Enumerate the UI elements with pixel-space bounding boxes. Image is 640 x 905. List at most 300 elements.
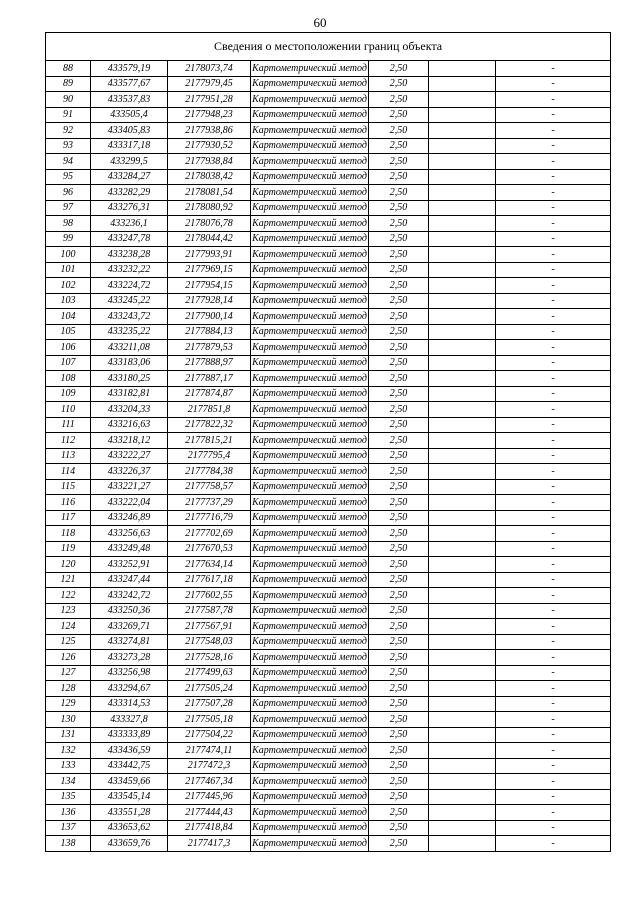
cell-method: Картометрический метод <box>251 448 369 464</box>
cell-coord-x: 433505,4 <box>91 107 168 123</box>
table-row <box>46 619 611 635</box>
table-row <box>46 479 611 495</box>
table-row <box>46 433 611 449</box>
cell-point-number: 118 <box>46 526 91 542</box>
cell-note: - <box>496 340 611 356</box>
cell-coord-x: 433327,8 <box>91 712 168 728</box>
cell-coord-x: 433459,66 <box>91 774 168 790</box>
cell-coord-x: 433247,78 <box>91 231 168 247</box>
cell-point-number: 133 <box>46 758 91 774</box>
cell-note: - <box>496 448 611 464</box>
cell-method: Картометрический метод <box>251 355 369 371</box>
cell-point-number: 131 <box>46 727 91 743</box>
cell-coord-y: 2177879,53 <box>168 340 251 356</box>
table-row <box>46 789 611 805</box>
cell-point-number: 121 <box>46 572 91 588</box>
cell-coord-x: 433294,67 <box>91 681 168 697</box>
cell-point-number: 138 <box>46 836 91 852</box>
cell-description <box>429 309 496 325</box>
cell-method: Картометрический метод <box>251 371 369 387</box>
table-row <box>46 76 611 92</box>
cell-coord-x: 433221,27 <box>91 479 168 495</box>
cell-coord-y: 2177815,21 <box>168 433 251 449</box>
cell-method: Картометрический метод <box>251 293 369 309</box>
cell-note: - <box>496 603 611 619</box>
cell-description <box>429 774 496 790</box>
cell-description <box>429 510 496 526</box>
cell-method: Картометрический метод <box>251 650 369 666</box>
cell-description <box>429 107 496 123</box>
cell-accuracy: 2,50 <box>369 185 429 201</box>
cell-coord-x: 433246,89 <box>91 510 168 526</box>
table-row <box>46 712 611 728</box>
cell-note: - <box>496 169 611 185</box>
cell-coord-x: 433274,81 <box>91 634 168 650</box>
cell-accuracy: 2,50 <box>369 340 429 356</box>
cell-description <box>429 650 496 666</box>
cell-coord-y: 2177670,53 <box>168 541 251 557</box>
cell-description <box>429 433 496 449</box>
cell-coord-x: 433218,12 <box>91 433 168 449</box>
cell-point-number: 104 <box>46 309 91 325</box>
cell-note: - <box>496 433 611 449</box>
cell-description <box>429 76 496 92</box>
cell-point-number: 122 <box>46 588 91 604</box>
table-row <box>46 681 611 697</box>
cell-accuracy: 2,50 <box>369 293 429 309</box>
cell-accuracy: 2,50 <box>369 247 429 263</box>
cell-note: - <box>496 650 611 666</box>
cell-coord-y: 2177822,32 <box>168 417 251 433</box>
cell-accuracy: 2,50 <box>369 262 429 278</box>
cell-point-number: 98 <box>46 216 91 232</box>
cell-coord-y: 2177928,14 <box>168 293 251 309</box>
cell-description <box>429 185 496 201</box>
cell-note: - <box>496 820 611 836</box>
cell-description <box>429 526 496 542</box>
cell-method: Картометрический метод <box>251 185 369 201</box>
cell-accuracy: 2,50 <box>369 448 429 464</box>
cell-coord-x: 433256,98 <box>91 665 168 681</box>
cell-accuracy: 2,50 <box>369 603 429 619</box>
cell-method: Картометрический метод <box>251 309 369 325</box>
cell-accuracy: 2,50 <box>369 634 429 650</box>
cell-coord-y: 2177737,29 <box>168 495 251 511</box>
cell-note: - <box>496 836 611 852</box>
cell-method: Картометрический метод <box>251 433 369 449</box>
cell-point-number: 127 <box>46 665 91 681</box>
cell-note: - <box>496 681 611 697</box>
cell-point-number: 89 <box>46 76 91 92</box>
table-row <box>46 371 611 387</box>
cell-coord-x: 433405,83 <box>91 123 168 139</box>
cell-accuracy: 2,50 <box>369 154 429 170</box>
cell-note: - <box>496 696 611 712</box>
cell-method: Картометрический метод <box>251 340 369 356</box>
cell-coord-y: 2177445,96 <box>168 789 251 805</box>
cell-point-number: 107 <box>46 355 91 371</box>
cell-accuracy: 2,50 <box>369 433 429 449</box>
cell-description <box>429 789 496 805</box>
cell-note: - <box>496 107 611 123</box>
cell-description <box>429 154 496 170</box>
cell-method: Картометрический метод <box>251 231 369 247</box>
table-caption: Сведения о местоположении границ объекта <box>46 33 611 61</box>
cell-note: - <box>496 727 611 743</box>
cell-coord-x: 433653,62 <box>91 820 168 836</box>
cell-coord-x: 433317,18 <box>91 138 168 154</box>
cell-method: Картометрический метод <box>251 247 369 263</box>
cell-accuracy: 2,50 <box>369 727 429 743</box>
cell-note: - <box>496 216 611 232</box>
cell-note: - <box>496 61 611 77</box>
cell-point-number: 124 <box>46 619 91 635</box>
cell-point-number: 95 <box>46 169 91 185</box>
cell-point-number: 117 <box>46 510 91 526</box>
cell-method: Картометрический метод <box>251 138 369 154</box>
cell-accuracy: 2,50 <box>369 216 429 232</box>
cell-note: - <box>496 293 611 309</box>
cell-note: - <box>496 262 611 278</box>
cell-note: - <box>496 541 611 557</box>
cell-description <box>429 278 496 294</box>
table-row <box>46 727 611 743</box>
cell-coord-y: 2177467,34 <box>168 774 251 790</box>
cell-description <box>429 371 496 387</box>
table-row <box>46 743 611 759</box>
cell-coord-x: 433314,53 <box>91 696 168 712</box>
cell-coord-x: 433659,76 <box>91 836 168 852</box>
cell-point-number: 103 <box>46 293 91 309</box>
cell-description <box>429 665 496 681</box>
cell-coord-x: 433182,81 <box>91 386 168 402</box>
cell-coord-x: 433545,14 <box>91 789 168 805</box>
cell-note: - <box>496 278 611 294</box>
cell-coord-x: 433299,5 <box>91 154 168 170</box>
cell-description <box>429 634 496 650</box>
cell-note: - <box>496 743 611 759</box>
cell-coord-y: 2177874,87 <box>168 386 251 402</box>
table-row <box>46 758 611 774</box>
cell-description <box>429 200 496 216</box>
cell-method: Картометрический метод <box>251 696 369 712</box>
cell-description <box>429 138 496 154</box>
cell-note: - <box>496 805 611 821</box>
cell-method: Картометрический метод <box>251 324 369 340</box>
cell-note: - <box>496 526 611 542</box>
cell-coord-y: 2177851,8 <box>168 402 251 418</box>
cell-point-number: 136 <box>46 805 91 821</box>
cell-method: Картометрический метод <box>251 200 369 216</box>
cell-accuracy: 2,50 <box>369 650 429 666</box>
cell-coord-y: 2177887,17 <box>168 371 251 387</box>
cell-note: - <box>496 154 611 170</box>
cell-coord-x: 433243,72 <box>91 309 168 325</box>
cell-accuracy: 2,50 <box>369 758 429 774</box>
cell-method: Картометрический метод <box>251 836 369 852</box>
cell-coord-y: 2177930,52 <box>168 138 251 154</box>
cell-description <box>429 247 496 263</box>
cell-coord-y: 2177758,57 <box>168 479 251 495</box>
cell-accuracy: 2,50 <box>369 386 429 402</box>
cell-description <box>429 572 496 588</box>
cell-coord-x: 433242,72 <box>91 588 168 604</box>
cell-coord-x: 433222,04 <box>91 495 168 511</box>
cell-method: Картометрический метод <box>251 495 369 511</box>
cell-description <box>429 448 496 464</box>
cell-coord-x: 433224,72 <box>91 278 168 294</box>
cell-coord-y: 2177507,28 <box>168 696 251 712</box>
cell-point-number: 106 <box>46 340 91 356</box>
cell-accuracy: 2,50 <box>369 231 429 247</box>
table-row <box>46 836 611 852</box>
cell-point-number: 125 <box>46 634 91 650</box>
table-row <box>46 603 611 619</box>
cell-point-number: 93 <box>46 138 91 154</box>
cell-method: Картометрический метод <box>251 107 369 123</box>
cell-coord-y: 2177884,13 <box>168 324 251 340</box>
cell-note: - <box>496 76 611 92</box>
cell-point-number: 109 <box>46 386 91 402</box>
cell-note: - <box>496 619 611 635</box>
cell-method: Картометрический метод <box>251 634 369 650</box>
cell-point-number: 115 <box>46 479 91 495</box>
table-row <box>46 650 611 666</box>
cell-coord-x: 433252,91 <box>91 557 168 573</box>
cell-method: Картометрический метод <box>251 510 369 526</box>
table-row <box>46 510 611 526</box>
cell-description <box>429 836 496 852</box>
cell-method: Картометрический метод <box>251 727 369 743</box>
cell-method: Картометрический метод <box>251 774 369 790</box>
table-row <box>46 324 611 340</box>
cell-note: - <box>496 247 611 263</box>
cell-coord-y: 2177938,84 <box>168 154 251 170</box>
cell-description <box>429 681 496 697</box>
cell-accuracy: 2,50 <box>369 200 429 216</box>
cell-coord-x: 433273,28 <box>91 650 168 666</box>
table-row <box>46 696 611 712</box>
cell-coord-y: 2178073,74 <box>168 61 251 77</box>
cell-method: Картометрический метод <box>251 603 369 619</box>
cell-method: Картометрический метод <box>251 61 369 77</box>
cell-coord-x: 433211,08 <box>91 340 168 356</box>
cell-method: Картометрический метод <box>251 712 369 728</box>
table-row <box>46 572 611 588</box>
cell-point-number: 105 <box>46 324 91 340</box>
cell-coord-y: 2177979,45 <box>168 76 251 92</box>
table-row <box>46 417 611 433</box>
cell-coord-y: 2178038,42 <box>168 169 251 185</box>
cell-accuracy: 2,50 <box>369 479 429 495</box>
cell-note: - <box>496 634 611 650</box>
cell-method: Картометрический метод <box>251 820 369 836</box>
cell-coord-y: 2177954,15 <box>168 278 251 294</box>
cell-description <box>429 541 496 557</box>
cell-accuracy: 2,50 <box>369 169 429 185</box>
cell-description <box>429 820 496 836</box>
cell-description <box>429 262 496 278</box>
cell-coord-y: 2177505,18 <box>168 712 251 728</box>
cell-accuracy: 2,50 <box>369 743 429 759</box>
cell-description <box>429 603 496 619</box>
cell-note: - <box>496 138 611 154</box>
cell-accuracy: 2,50 <box>369 836 429 852</box>
cell-coord-x: 433226,37 <box>91 464 168 480</box>
cell-coord-x: 433245,22 <box>91 293 168 309</box>
table-row <box>46 665 611 681</box>
cell-description <box>429 355 496 371</box>
cell-point-number: 132 <box>46 743 91 759</box>
table-row <box>46 231 611 247</box>
cell-note: - <box>496 324 611 340</box>
cell-description <box>429 417 496 433</box>
cell-method: Картометрический метод <box>251 588 369 604</box>
cell-method: Картометрический метод <box>251 417 369 433</box>
cell-coord-y: 2177444,43 <box>168 805 251 821</box>
cell-accuracy: 2,50 <box>369 572 429 588</box>
cell-accuracy: 2,50 <box>369 712 429 728</box>
cell-accuracy: 2,50 <box>369 417 429 433</box>
cell-coord-x: 433436,59 <box>91 743 168 759</box>
table-row <box>46 262 611 278</box>
cell-accuracy: 2,50 <box>369 355 429 371</box>
cell-coord-y: 2177548,03 <box>168 634 251 650</box>
cell-note: - <box>496 495 611 511</box>
cell-coord-x: 433235,22 <box>91 324 168 340</box>
cell-point-number: 119 <box>46 541 91 557</box>
cell-point-number: 101 <box>46 262 91 278</box>
cell-note: - <box>496 665 611 681</box>
cell-description <box>429 464 496 480</box>
cell-method: Картометрический метод <box>251 216 369 232</box>
cell-note: - <box>496 402 611 418</box>
table-row <box>46 386 611 402</box>
cell-coord-x: 433579,19 <box>91 61 168 77</box>
cell-note: - <box>496 588 611 604</box>
cell-coord-y: 2177504,22 <box>168 727 251 743</box>
cell-method: Картометрический метод <box>251 758 369 774</box>
cell-accuracy: 2,50 <box>369 123 429 139</box>
cell-point-number: 126 <box>46 650 91 666</box>
cell-note: - <box>496 758 611 774</box>
table-caption-row <box>46 33 611 61</box>
cell-note: - <box>496 774 611 790</box>
table-row <box>46 448 611 464</box>
cell-note: - <box>496 479 611 495</box>
cell-coord-x: 433222,27 <box>91 448 168 464</box>
cell-method: Картометрический метод <box>251 665 369 681</box>
cell-coord-y: 2177567,91 <box>168 619 251 635</box>
cell-accuracy: 2,50 <box>369 278 429 294</box>
cell-accuracy: 2,50 <box>369 820 429 836</box>
cell-description <box>429 231 496 247</box>
table-row <box>46 107 611 123</box>
cell-point-number: 97 <box>46 200 91 216</box>
cell-coord-y: 2178044,42 <box>168 231 251 247</box>
table-row <box>46 200 611 216</box>
cell-coord-y: 2177602,55 <box>168 588 251 604</box>
cell-point-number: 130 <box>46 712 91 728</box>
cell-method: Картометрический метод <box>251 262 369 278</box>
cell-accuracy: 2,50 <box>369 774 429 790</box>
table-row <box>46 309 611 325</box>
cell-coord-x: 433276,31 <box>91 200 168 216</box>
cell-coord-y: 2177634,14 <box>168 557 251 573</box>
cell-accuracy: 2,50 <box>369 495 429 511</box>
cell-coord-y: 2177969,15 <box>168 262 251 278</box>
cell-note: - <box>496 557 611 573</box>
cell-description <box>429 293 496 309</box>
cell-method: Картометрический метод <box>251 123 369 139</box>
cell-coord-x: 433551,28 <box>91 805 168 821</box>
cell-method: Картометрический метод <box>251 681 369 697</box>
cell-coord-x: 433236,1 <box>91 216 168 232</box>
cell-point-number: 114 <box>46 464 91 480</box>
table-row <box>46 541 611 557</box>
cell-accuracy: 2,50 <box>369 557 429 573</box>
table-row <box>46 774 611 790</box>
cell-coord-y: 2177716,79 <box>168 510 251 526</box>
table-row <box>46 557 611 573</box>
table-row <box>46 402 611 418</box>
cell-description <box>429 619 496 635</box>
cell-accuracy: 2,50 <box>369 92 429 108</box>
cell-coord-y: 2177900,14 <box>168 309 251 325</box>
cell-accuracy: 2,50 <box>369 665 429 681</box>
cell-point-number: 94 <box>46 154 91 170</box>
cell-accuracy: 2,50 <box>369 696 429 712</box>
cell-method: Картометрический метод <box>251 541 369 557</box>
cell-method: Картометрический метод <box>251 278 369 294</box>
cell-coord-y: 2177938,86 <box>168 123 251 139</box>
cell-note: - <box>496 92 611 108</box>
table-row <box>46 805 611 821</box>
cell-description <box>429 340 496 356</box>
cell-description <box>429 169 496 185</box>
cell-accuracy: 2,50 <box>369 107 429 123</box>
table-row <box>46 278 611 294</box>
cell-description <box>429 588 496 604</box>
cell-description <box>429 386 496 402</box>
cell-coord-x: 433204,33 <box>91 402 168 418</box>
cell-point-number: 102 <box>46 278 91 294</box>
cell-accuracy: 2,50 <box>369 138 429 154</box>
table-row <box>46 526 611 542</box>
cell-note: - <box>496 371 611 387</box>
cell-note: - <box>496 386 611 402</box>
cell-coord-x: 433256,63 <box>91 526 168 542</box>
table-row <box>46 340 611 356</box>
cell-coord-y: 2177888,97 <box>168 355 251 371</box>
cell-description <box>429 324 496 340</box>
table-row <box>46 464 611 480</box>
cell-coord-x: 433537,83 <box>91 92 168 108</box>
cell-method: Картометрический метод <box>251 169 369 185</box>
cell-description <box>429 479 496 495</box>
cell-point-number: 92 <box>46 123 91 139</box>
cell-note: - <box>496 789 611 805</box>
cell-accuracy: 2,50 <box>369 541 429 557</box>
cell-point-number: 128 <box>46 681 91 697</box>
table-row <box>46 820 611 836</box>
table-row <box>46 588 611 604</box>
cell-description <box>429 123 496 139</box>
cell-coord-y: 2178076,78 <box>168 216 251 232</box>
cell-accuracy: 2,50 <box>369 324 429 340</box>
table-row <box>46 169 611 185</box>
table-row <box>46 92 611 108</box>
